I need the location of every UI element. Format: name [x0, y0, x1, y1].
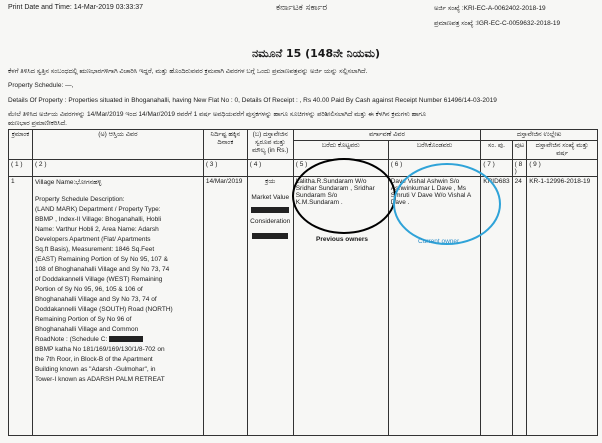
- search-period: ಮೇಲೆ ತಿಳಿಸಿದ ಅರ್ಜಿಯ ವಿವರಗಳನ್ನು 14/Mar/2019 ಇಂದ 14/Mar/2019 ರವರೆಗೆ 1 ವರ್ಷ ಅವಧಿಯವರೆಗೆ ಪುಸ್ತಕಗಳನ್ನು ಹಾಗೂ ಸೂಚಿಗಳನ್ನು ಪರಿಶೀಲಿಸಲಾಗಿದೆ ಮತ್ತು ಈ ಕೆಳಗಿನ ಕ್ರಮಗಳು ಹಾಗೂ: [8, 111, 427, 118]
- registration-date: 14/Mar/2019: [203, 177, 247, 436]
- redaction-mark: [109, 336, 143, 342]
- header-page: ಪುಟ: [512, 141, 527, 160]
- redaction-mark: [252, 233, 288, 239]
- description-line: Doddakannelli Village (SOUTH) Road (NORTH): [34, 306, 173, 313]
- claimant-line: Ashwinkumar L Dave , Ms: [390, 185, 466, 192]
- col-number: ( 9 ): [527, 160, 598, 177]
- executant-line: Lalitha.R.Sundaram W/o: [295, 178, 367, 185]
- government-title: ಕರ್ನಾಟಕ ಸರ್ಕಾರ: [276, 3, 328, 13]
- header-book: ಸಂ. ಪು.: [481, 141, 512, 160]
- header-row-1: [9, 130, 598, 141]
- claimant-line: Dave .: [390, 199, 410, 206]
- header-doc-number: ದಸ್ತಾವೇಜಿನ ಸಂಖ್ಯೆ ಮತ್ತು ವರ್ಷ: [527, 141, 598, 160]
- description-line: Developers Apartment (Flat/ Apartments: [34, 236, 151, 243]
- current-owner-circle: [390, 163, 501, 245]
- col-number: ( 1 ): [9, 160, 33, 177]
- header-doc-type: (ಬ) ದಸ್ತಾವೇಜಿನ ಸ್ವರೂಪ ಮತ್ತು ಮೌಲ್ಯ (in Rs.): [247, 130, 293, 160]
- description-line: the 7th Roor, in Block-B of the Apartment: [34, 356, 153, 363]
- redacted-consideration: [250, 233, 291, 240]
- header-transfer: ವರ್ಗಾವಣೆ ವಿವರ: [293, 130, 481, 141]
- executant-line: K.M.Sundaram .: [295, 199, 343, 206]
- description-line: Remaining Portion of Sy No 96 of: [34, 316, 132, 323]
- document-nature: [247, 177, 293, 436]
- description-line: Bhoghanahalli Village and Common: [34, 326, 139, 333]
- col-number: ( 2 ): [32, 160, 203, 177]
- form-intro: ಕೆಳಗೆ ತಿಳಿಸಿದ ಸ್ವತ್ತಿನ ಸಂಬಂಧದಲ್ಲಿ ಋಣಭಾರಗಳಿಗಾಗಿ ವಿಚಾರಿಸಿ ಇದ್ದರೆ, ಮತ್ತು ಹೊಂದಿರುವವರ ಕ್ರಮವಾಗಿ ವಿವರಗಳ ಬಗ್ಗೆ ಒಂದು ಪ್ರಮಾಣಪತ್ರವನ್ನು ಅರ್ಜಿ ಯನ್ನು ಸಲ್ಲಿಸಲಾಗಿದೆ.: [8, 68, 368, 75]
- current-owner-label: Current owner: [418, 238, 460, 245]
- doc-type: ಕ್ರಯ: [265, 178, 276, 185]
- book-number: KRID683: [481, 177, 512, 436]
- claimant-line: Smruti V Dave W/o Vishal A: [390, 192, 472, 199]
- description-line: Sq.ft Basis), Measurement: 1846 Sq.Feet: [34, 246, 155, 253]
- header-index: ಕ್ರಮಾಂಕ: [9, 130, 33, 160]
- executant-line: Sundaram S/o: [295, 192, 338, 199]
- application-number: ಅರ್ಜಿ ಸಂಖ್ಯೆ :KRI-EC-A-0062402-2018-19: [434, 5, 546, 12]
- document-number: KR-1-12996-2018-19: [527, 177, 598, 436]
- description-line: Name: Varthur Hobli 2, Area Name: Adarsh: [34, 226, 159, 233]
- property-details: Details Of Property : Properties situated in Bhoganahalli, having New Flat No : 0, Details Of Receipt : , Rs 40.00 Paid By Cash against Receipt Number 61496/14-03-2019: [8, 97, 497, 104]
- col-number: ( 7 ): [481, 160, 512, 177]
- property-description: [32, 177, 203, 436]
- description-line: BBMP katha No 181/169/169/130/1/8-702 on: [34, 346, 165, 353]
- col-number: ( 6 ): [388, 160, 481, 177]
- spacer: [35, 188, 201, 194]
- header-doc-ref: ದಸ್ತಾವೇಜಿನ ಉಲ್ಲೇಖ: [481, 130, 598, 141]
- redaction-mark: [251, 207, 289, 213]
- search-period-cont: ಋಣಭಾರ ಪ್ರಮಾಣೀಕರಿಸಿದೆ.: [8, 120, 67, 127]
- description-line: Portion of Sy No 95, 96, 105 & 106 of: [34, 286, 143, 293]
- certificate-number: ಪ್ರಮಾಣಪತ್ರ ಸಂಖ್ಯೆ :IGR-EC-C-0059632-2018-19: [434, 20, 561, 27]
- village-name: Village Name:ಭೋಗನಹಳ್ಳಿ: [34, 179, 102, 186]
- description-line: BBMP , Index-II Village: Bhoganahalli, Hobli: [34, 216, 162, 223]
- previous-owners-label: Previous owners: [316, 236, 369, 243]
- executant-line: Sridhar Sundaram , Sridhar: [295, 185, 375, 192]
- col-number: ( 5 ): [293, 160, 388, 177]
- previous-owners-circle: [292, 158, 396, 234]
- col-number: ( 3 ): [203, 160, 247, 177]
- property-schedule: Property Schedule: —,: [8, 82, 74, 89]
- page-number: 24: [512, 177, 527, 436]
- market-value-label: Market Value: [251, 194, 290, 201]
- description-line: (EAST) Remaining Portion of Sy No 95, 107 &: [34, 256, 168, 263]
- description-line: 108 of Bhoghanahalli Village and Sy No 73, 74: [34, 266, 170, 273]
- print-date: Print Date and Time: 14-Mar-2019 03:33:37: [8, 4, 144, 11]
- row-index: 1: [9, 177, 33, 436]
- description-line: Building known as "Adarsh -Gulmohar", in: [34, 366, 156, 373]
- header-executants: ಬರೆದು ಕೊಟ್ಟವರು: [293, 141, 388, 160]
- description-line: Tower-I known as ADARSH PALM RETREAT: [34, 376, 165, 383]
- form-title: ನಮೂನೆ 15 (148ನೇ ನಿಯಮ): [252, 47, 381, 60]
- description-line: of Doddakannelli Village (WEST) Remaining: [34, 276, 163, 283]
- header-property: (ಅ) ಆಸ್ತಿಯ ವಿವರ: [32, 130, 203, 160]
- consideration-label: Consideration: [250, 218, 291, 225]
- schedule-description-title: Property Schedule Description:: [34, 196, 125, 203]
- col-number: ( 4 ): [247, 160, 293, 177]
- description-line-redacted: [35, 335, 201, 344]
- claimant-line: Dave Vishal Ashwin S/o: [390, 178, 460, 185]
- description-line: (LAND MARK) Department / Property Type:: [34, 206, 161, 213]
- header-claimants: ಬರೆಸಿಕೊಂಡವರು: [388, 141, 481, 160]
- description-line: RoadNote : (Schedule C:: [34, 336, 108, 343]
- header-date: ನಿರ್ದಿಷ್ಟ ಹಕ್ಕಿನ ದಿನಾಂಕ: [203, 130, 247, 160]
- redacted-value: [250, 207, 291, 214]
- col-number: ( 8 ): [512, 160, 527, 177]
- description-line: Bhoghanahalli Village and Sy No 73, 74 of: [34, 296, 157, 303]
